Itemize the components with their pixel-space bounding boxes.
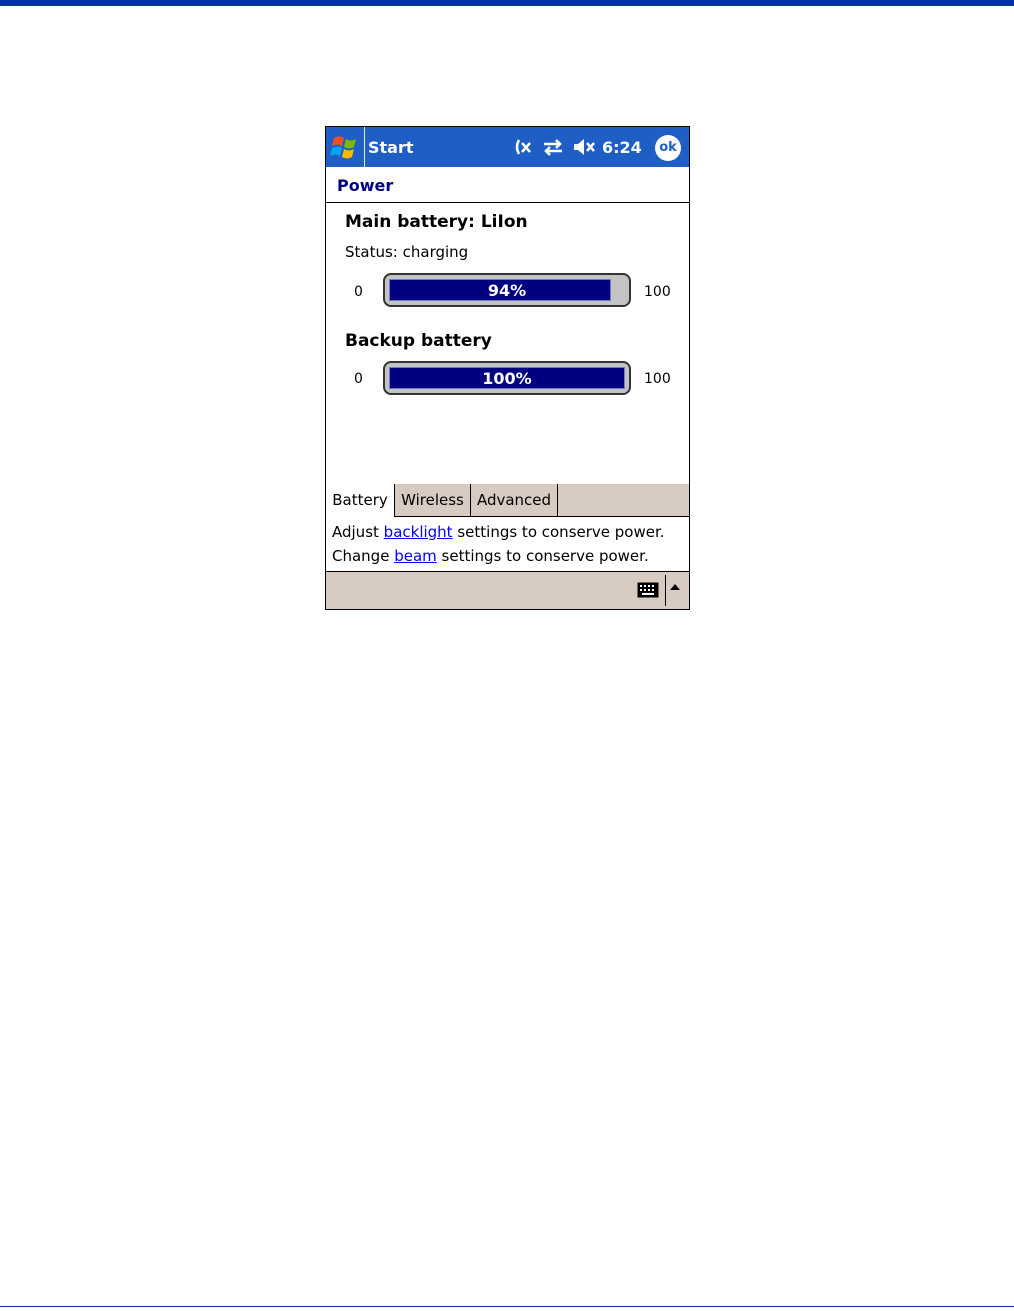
taskbar (326, 127, 689, 167)
battery-panel (326, 203, 689, 483)
main-battery-min: 0 (354, 284, 363, 300)
backlight-hint-prefix: Adjust (332, 523, 384, 541)
tab-strip (326, 484, 689, 517)
top-rule (0, 0, 1014, 6)
beam-hint-suffix: settings to conserve power. (436, 547, 649, 565)
arrow-up-icon[interactable] (670, 584, 680, 590)
title-bar (326, 167, 689, 203)
keyboard-icon[interactable] (637, 582, 659, 598)
tab-advanced[interactable]: Advanced (471, 484, 558, 516)
main-battery-percent: 94% (487, 281, 527, 300)
beam-link[interactable]: beam (394, 547, 437, 565)
backlight-link[interactable]: backlight (383, 523, 453, 541)
backup-battery-min: 0 (354, 371, 363, 387)
backup-battery-max: 100 (644, 371, 671, 387)
backup-battery-title: Backup battery (345, 331, 492, 351)
beam-hint-prefix: Change (332, 547, 395, 565)
start-separator (364, 127, 365, 167)
main-battery-status: Status: charging (345, 243, 469, 261)
device-screen (325, 126, 690, 610)
backup-battery-gauge-track (389, 367, 625, 389)
main-battery-gauge (383, 273, 631, 307)
backup-battery-percent: 100% (482, 369, 532, 388)
tab-wireless[interactable]: Wireless (395, 484, 471, 516)
ok-button[interactable]: ok (655, 135, 681, 161)
start-menu-label[interactable]: Start (368, 138, 414, 157)
main-battery-gauge-track (389, 279, 625, 301)
main-battery-title: Main battery: LiIon (345, 212, 528, 232)
page-title: Power (337, 176, 394, 195)
connectivity-arrows-icon[interactable] (541, 136, 565, 158)
bluetooth-off-icon[interactable] (512, 136, 534, 158)
menu-separator (665, 575, 666, 606)
main-battery-max: 100 (644, 284, 671, 300)
backup-battery-gauge (383, 361, 631, 395)
tab-battery[interactable]: Battery (326, 484, 395, 517)
bottom-rule (0, 1306, 1014, 1307)
menu-bar (326, 572, 689, 609)
start-flag-icon[interactable] (330, 132, 362, 162)
beam-hint (332, 547, 649, 565)
info-panel (326, 517, 689, 572)
speaker-muted-icon[interactable] (572, 136, 600, 158)
backlight-hint (332, 523, 665, 541)
clock-time[interactable]: 6:24 (602, 138, 642, 157)
backlight-hint-suffix: settings to conserve power. (452, 523, 665, 541)
